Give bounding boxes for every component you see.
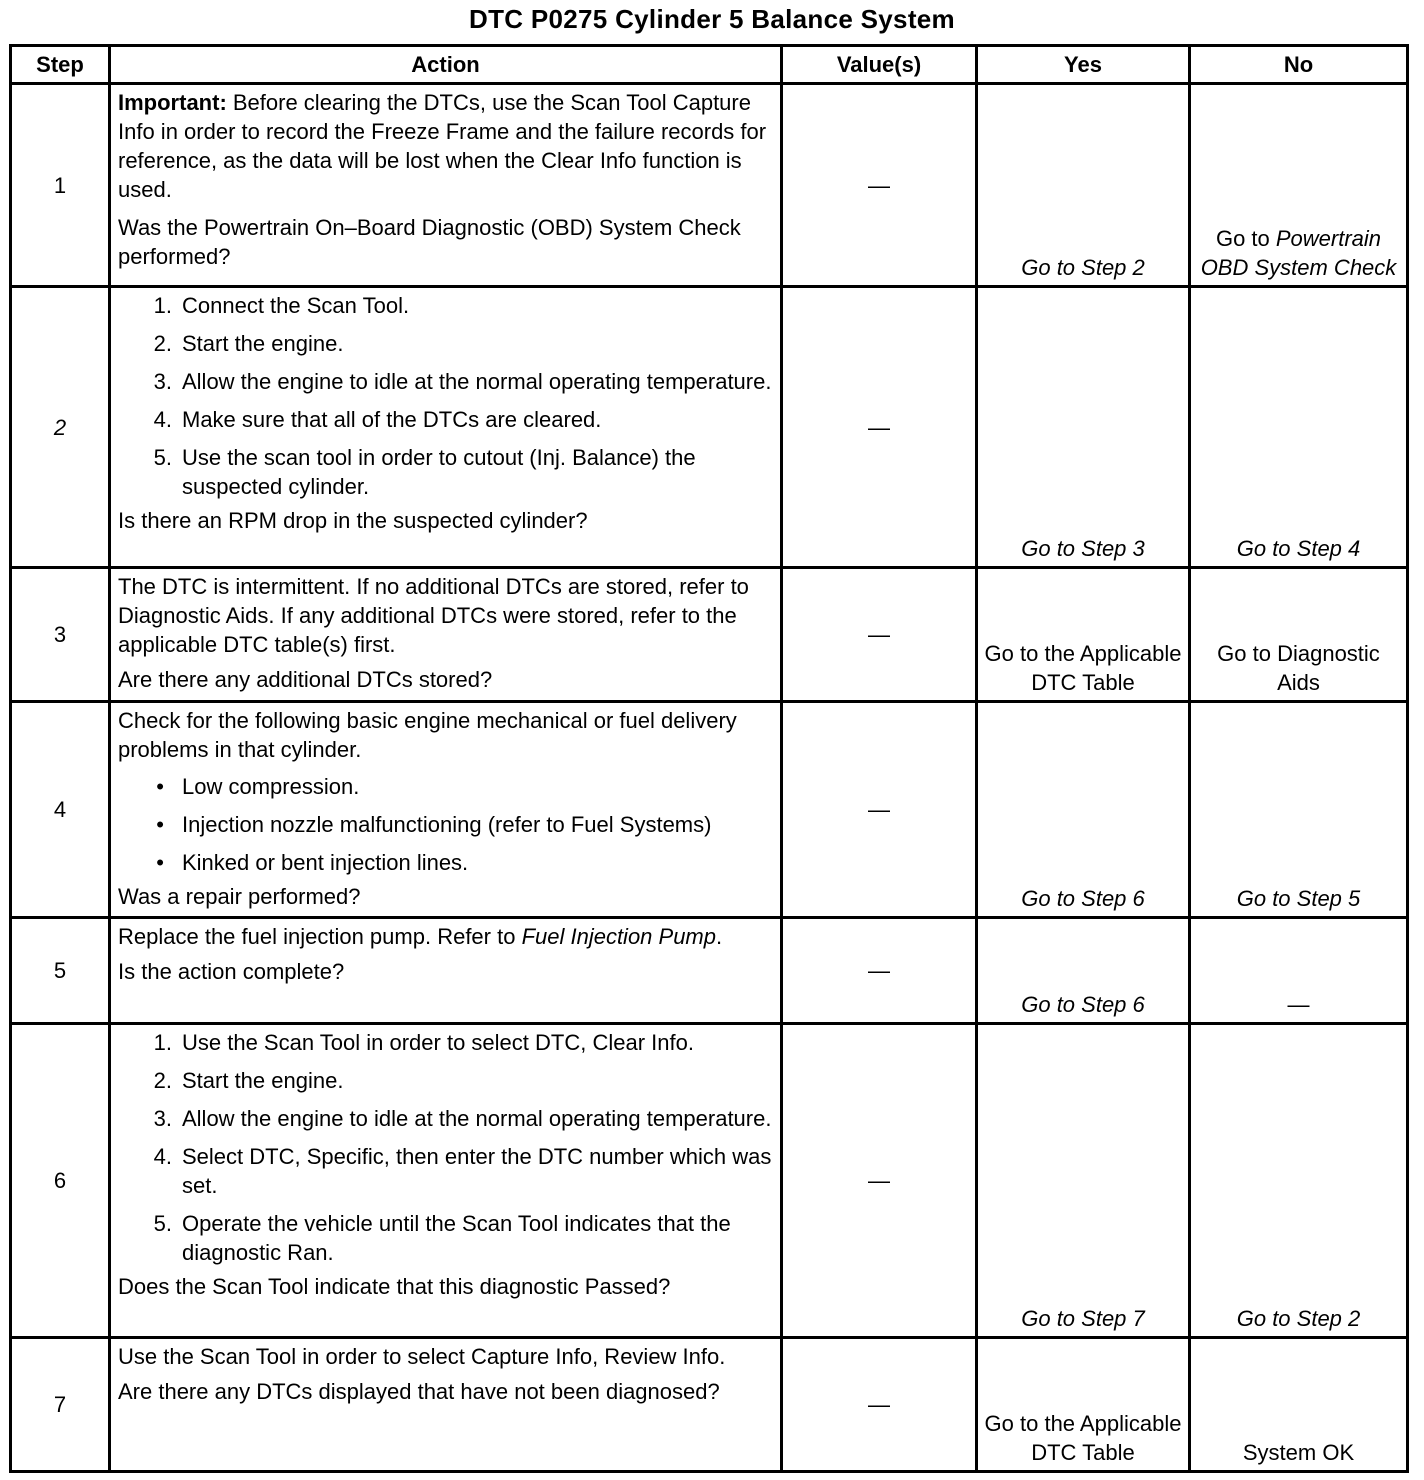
list-item: 5. Operate the vehicle until the Scan Tool indicates that the diagnostic Ran.: [153, 1211, 731, 1265]
yes-link[interactable]: Go to the Applicable DTC Table: [984, 1411, 1182, 1465]
yes-link[interactable]: Go to Step 3: [1021, 536, 1145, 561]
table-header-row: [11, 46, 1408, 84]
step-number: 3: [11, 568, 110, 702]
list-item: 1. Connect the Scan Tool.: [153, 293, 410, 318]
action-question: Are there any additional DTCs stored?: [118, 667, 493, 692]
yes-link[interactable]: Go to Step 6: [1021, 992, 1145, 1017]
table-row-step-6: [11, 1024, 1408, 1338]
action-text: Check for the following basic engine mechanical or fuel delivery problems in that cylinder.: [118, 708, 737, 762]
value-cell: —: [782, 568, 977, 702]
action-cell: [110, 84, 782, 287]
header-yes: Yes: [977, 46, 1190, 84]
no-link[interactable]: Go to Step 5: [1236, 886, 1361, 911]
header-values: Value(s): [782, 46, 977, 84]
yes-cell: [977, 702, 1190, 918]
action-question: Is the action complete?: [118, 959, 345, 984]
header-no: No: [1190, 46, 1408, 84]
list-item: 4. Select DTC, Specific, then enter the DTC number which was set.: [153, 1144, 772, 1198]
value-cell: —: [782, 287, 977, 568]
list-item: • Low compression.: [156, 774, 360, 799]
no-cell: [1190, 1338, 1408, 1472]
action-steps-list: [118, 1028, 774, 1267]
no-link[interactable]: Powertrain OBD System Check: [1200, 226, 1397, 280]
no-cell: [1190, 84, 1408, 287]
value-cell: —: [782, 84, 977, 287]
list-item: 5. Use the scan tool in order to cutout (Inj. Balance) the suspected cylinder.: [153, 445, 696, 499]
action-cell: [110, 918, 782, 1024]
table-row-step-2: [11, 287, 1408, 568]
yes-cell: [977, 287, 1190, 568]
no-cell: [1190, 287, 1408, 568]
action-text: The DTC is intermittent. If no additional DTCs are stored, refer to Diagnostic Aids. If any additional DTCs were stored, refer to the applicable DTC table(s) first.: [118, 574, 749, 657]
step-number: 2: [11, 287, 110, 568]
step-number: 6: [11, 1024, 110, 1338]
action-question: Was a repair performed?: [118, 884, 361, 909]
no-cell: —: [1190, 918, 1408, 1024]
value-cell: —: [782, 702, 977, 918]
list-item: 2. Start the engine.: [153, 331, 344, 356]
table-row-step-7: [11, 1338, 1408, 1472]
list-item: • Injection nozzle malfunctioning (refer to Fuel Systems): [156, 812, 712, 837]
no-cell: [1190, 1024, 1408, 1338]
action-text: Use the Scan Tool in order to select Capture Info, Review Info.: [118, 1344, 726, 1369]
important-note: [118, 88, 774, 204]
yes-cell: [977, 1338, 1190, 1472]
action-question: Are there any DTCs displayed that have not been diagnosed?: [118, 1379, 720, 1404]
list-item: 4. Make sure that all of the DTCs are cleared.: [153, 407, 602, 432]
value-cell: —: [782, 1024, 977, 1338]
list-item: 2. Start the engine.: [153, 1068, 344, 1093]
list-item: 3. Allow the engine to idle at the normal operating temperature.: [153, 369, 772, 394]
action-question: Was the Powertrain On–Board Diagnostic (OBD) System Check performed?: [118, 215, 741, 269]
list-item: 1. Use the Scan Tool in order to select DTC, Clear Info.: [153, 1030, 694, 1055]
action-cell: [110, 568, 782, 702]
table-row-step-1: [11, 84, 1408, 287]
list-item: • Kinked or bent injection lines.: [156, 850, 469, 875]
no-cell: [1190, 702, 1408, 918]
yes-link[interactable]: Go to Step 6: [1021, 886, 1145, 911]
table-row-step-3: [11, 568, 1408, 702]
yes-link[interactable]: Go to Step 7: [1021, 1306, 1145, 1331]
important-label: Important:: [118, 90, 227, 115]
page-title: DTC P0275 Cylinder 5 Balance System: [469, 4, 955, 34]
no-cell: [1190, 568, 1408, 702]
action-text: Replace the fuel injection pump. Refer to Fuel Injection Pump.: [118, 924, 723, 949]
step-number: 5: [11, 918, 110, 1024]
yes-link[interactable]: Go to the Applicable DTC Table: [984, 641, 1182, 695]
action-bullet-list: [118, 772, 774, 877]
no-prefix: Go to: [1215, 226, 1276, 251]
action-cell: [110, 1338, 782, 1472]
action-cell: [110, 287, 782, 568]
yes-cell: [977, 568, 1190, 702]
no-link[interactable]: Go to Diagnostic Aids: [1217, 641, 1380, 695]
action-question: Does the Scan Tool indicate that this diagnostic Passed?: [118, 1274, 671, 1299]
value-cell: —: [782, 918, 977, 1024]
yes-cell: [977, 1024, 1190, 1338]
header-action: Action: [110, 46, 782, 84]
action-cell: [110, 1024, 782, 1338]
diagnostic-table: [9, 44, 1409, 1473]
step-number: 4: [11, 702, 110, 918]
action-question: Is there an RPM drop in the suspected cylinder?: [118, 508, 588, 533]
no-link[interactable]: Go to Step 4: [1236, 536, 1361, 561]
no-result: System OK: [1242, 1440, 1355, 1465]
yes-link[interactable]: Go to Step 2: [1021, 255, 1145, 280]
important-text: Before clearing the DTCs, use the Scan Tool Capture Info in order to record the Freeze Frame and the failure records for reference, as the data will be lost when the Clear Info function is used.: [118, 90, 767, 202]
step-number: 7: [11, 1338, 110, 1472]
table-row-step-4: [11, 702, 1408, 918]
action-steps-list: [118, 291, 774, 501]
step-number: 1: [11, 84, 110, 287]
yes-cell: [977, 918, 1190, 1024]
action-cell: [110, 702, 782, 918]
value-cell: —: [782, 1338, 977, 1472]
header-step: Step: [11, 46, 110, 84]
no-link[interactable]: Go to Step 2: [1236, 1306, 1361, 1331]
list-item: 3. Allow the engine to idle at the normal operating temperature.: [153, 1106, 772, 1131]
fuel-injection-pump-link[interactable]: Fuel Injection Pump: [521, 924, 716, 949]
table-row-step-5: [11, 918, 1408, 1024]
yes-cell: [977, 84, 1190, 287]
